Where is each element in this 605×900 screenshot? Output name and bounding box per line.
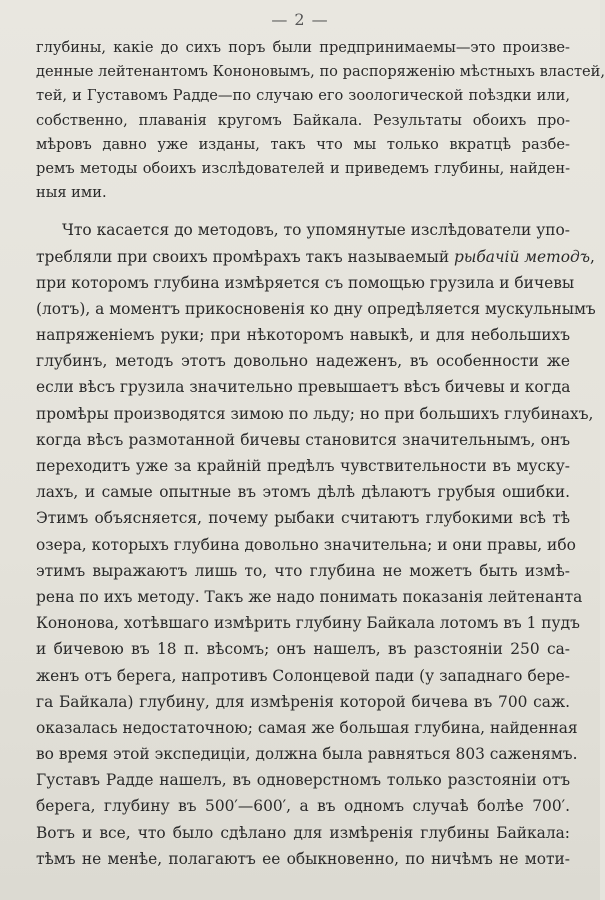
text-line: этимъ выражаютъ лишь то, что глубина не можетъ быть измѣ- (36, 561, 570, 580)
text-line: женъ отъ берега, напротивъ Солонцевой пади (у западнаго бере- (36, 666, 570, 685)
text-line: переходитъ уже за крайній предѣлъ чувствительности въ муску- (36, 457, 570, 475)
text-line: напряженіемъ руки; при нѣкоторомъ навыкѣ, и для небольшихъ (36, 326, 570, 345)
paragraph-1 (36, 36, 605, 205)
text-line: глубинъ, методъ этотъ довольно надеженъ, въ особенности же (36, 352, 570, 371)
text-line: если вѣсъ грузила значительно превышаетъ вѣсъ бичевы и когда (36, 378, 571, 397)
text-line: промѣры производятся зимою по льду; но при большихъ глубинахъ, (36, 404, 594, 423)
paragraph-gap (36, 205, 570, 217)
text-line: Густавъ Радде нашелъ, въ одноверстномъ только разстояніи отъ (36, 771, 570, 790)
text-line: и бичевою въ 18 п. вѣсомъ; онъ нашелъ, въ разстояніи 250 са- (36, 640, 570, 659)
page-number: — 2 — (271, 10, 329, 29)
text-line: Этимъ объясняется, почему рыбаки считаютъ глубокими всѣ тѣ (36, 509, 570, 528)
text-line: ремъ методы обоихъ изслѣдователей и приведемъ глубины, найден- (36, 159, 570, 177)
text-line: мѣровъ давно уже изданы, такъ что мы только вкратцѣ разбе- (36, 135, 570, 153)
text-span: требляли при своихъ промѣрахъ такъ называемый (36, 247, 454, 266)
text-line: во время этой экспедиціи, должна была равняться 803 саженямъ. (36, 745, 578, 764)
text-line: (лотъ), а моментъ прикосновенія ко дну опредѣляется мускульнымъ (36, 299, 596, 318)
text-line: лахъ, и самые опытные въ этомъ дѣлѣ дѣлаютъ грубыя ошибки. (36, 483, 570, 502)
emphasis-text: рыбачій методъ (454, 247, 590, 266)
body-text (36, 36, 605, 872)
text-line: собственно, плаванія кругомъ Байкала. Результаты обоихъ про- (36, 111, 570, 129)
text-line: озера, которыхъ глубина довольно значительна; и они правы, ибо (36, 535, 576, 554)
text-line: денные лейтенантомъ Кононовымъ, по распоряженію мѣстныхъ властей, (36, 63, 605, 81)
text-line: Вотъ и все, что было сдѣлано для измѣренія глубины Байкала: (36, 823, 570, 842)
text-line: Кононова, хотѣвшаго измѣрить глубину Байкала лотомъ въ 1 пудъ (36, 614, 580, 633)
text-line: рена по ихъ методу. Такъ же надо понимать показанія лейтенанта (36, 587, 583, 606)
text-line-indented: Что касается до методовъ, то упомянутые изслѣдователи упо- (62, 221, 570, 240)
text-line: оказалась недостаточною; самая же большая глубина, найденная (36, 718, 578, 737)
text-line: га Байкала) глубину, для измѣренія которой бичева въ 700 саж. (36, 692, 570, 711)
text-line: тѣмъ не менѣе, полагаютъ ее обыкновенно, по ничѣмъ не моти- (36, 849, 570, 868)
text-span: , (590, 247, 595, 266)
text-line (36, 244, 595, 270)
text-line: при которомъ глубина измѣряется съ помощью грузила и бичевы (36, 273, 575, 292)
text-line: ныя ими. (36, 184, 107, 202)
text-line: когда вѣсъ размотанной бичевы становится значительнымъ, онъ (36, 430, 570, 449)
paragraph-2 (36, 217, 596, 872)
text-line: тей, и Густавомъ Радде—по случаю его зоологической поѣздки или, (36, 87, 570, 105)
text-line: берега, глубину въ 500′—600′, а въ одномъ случаѣ болѣе 700′. (36, 797, 570, 816)
text-line: глубины, какіе до сихъ поръ были предпринимаемы—это произве- (36, 39, 570, 56)
